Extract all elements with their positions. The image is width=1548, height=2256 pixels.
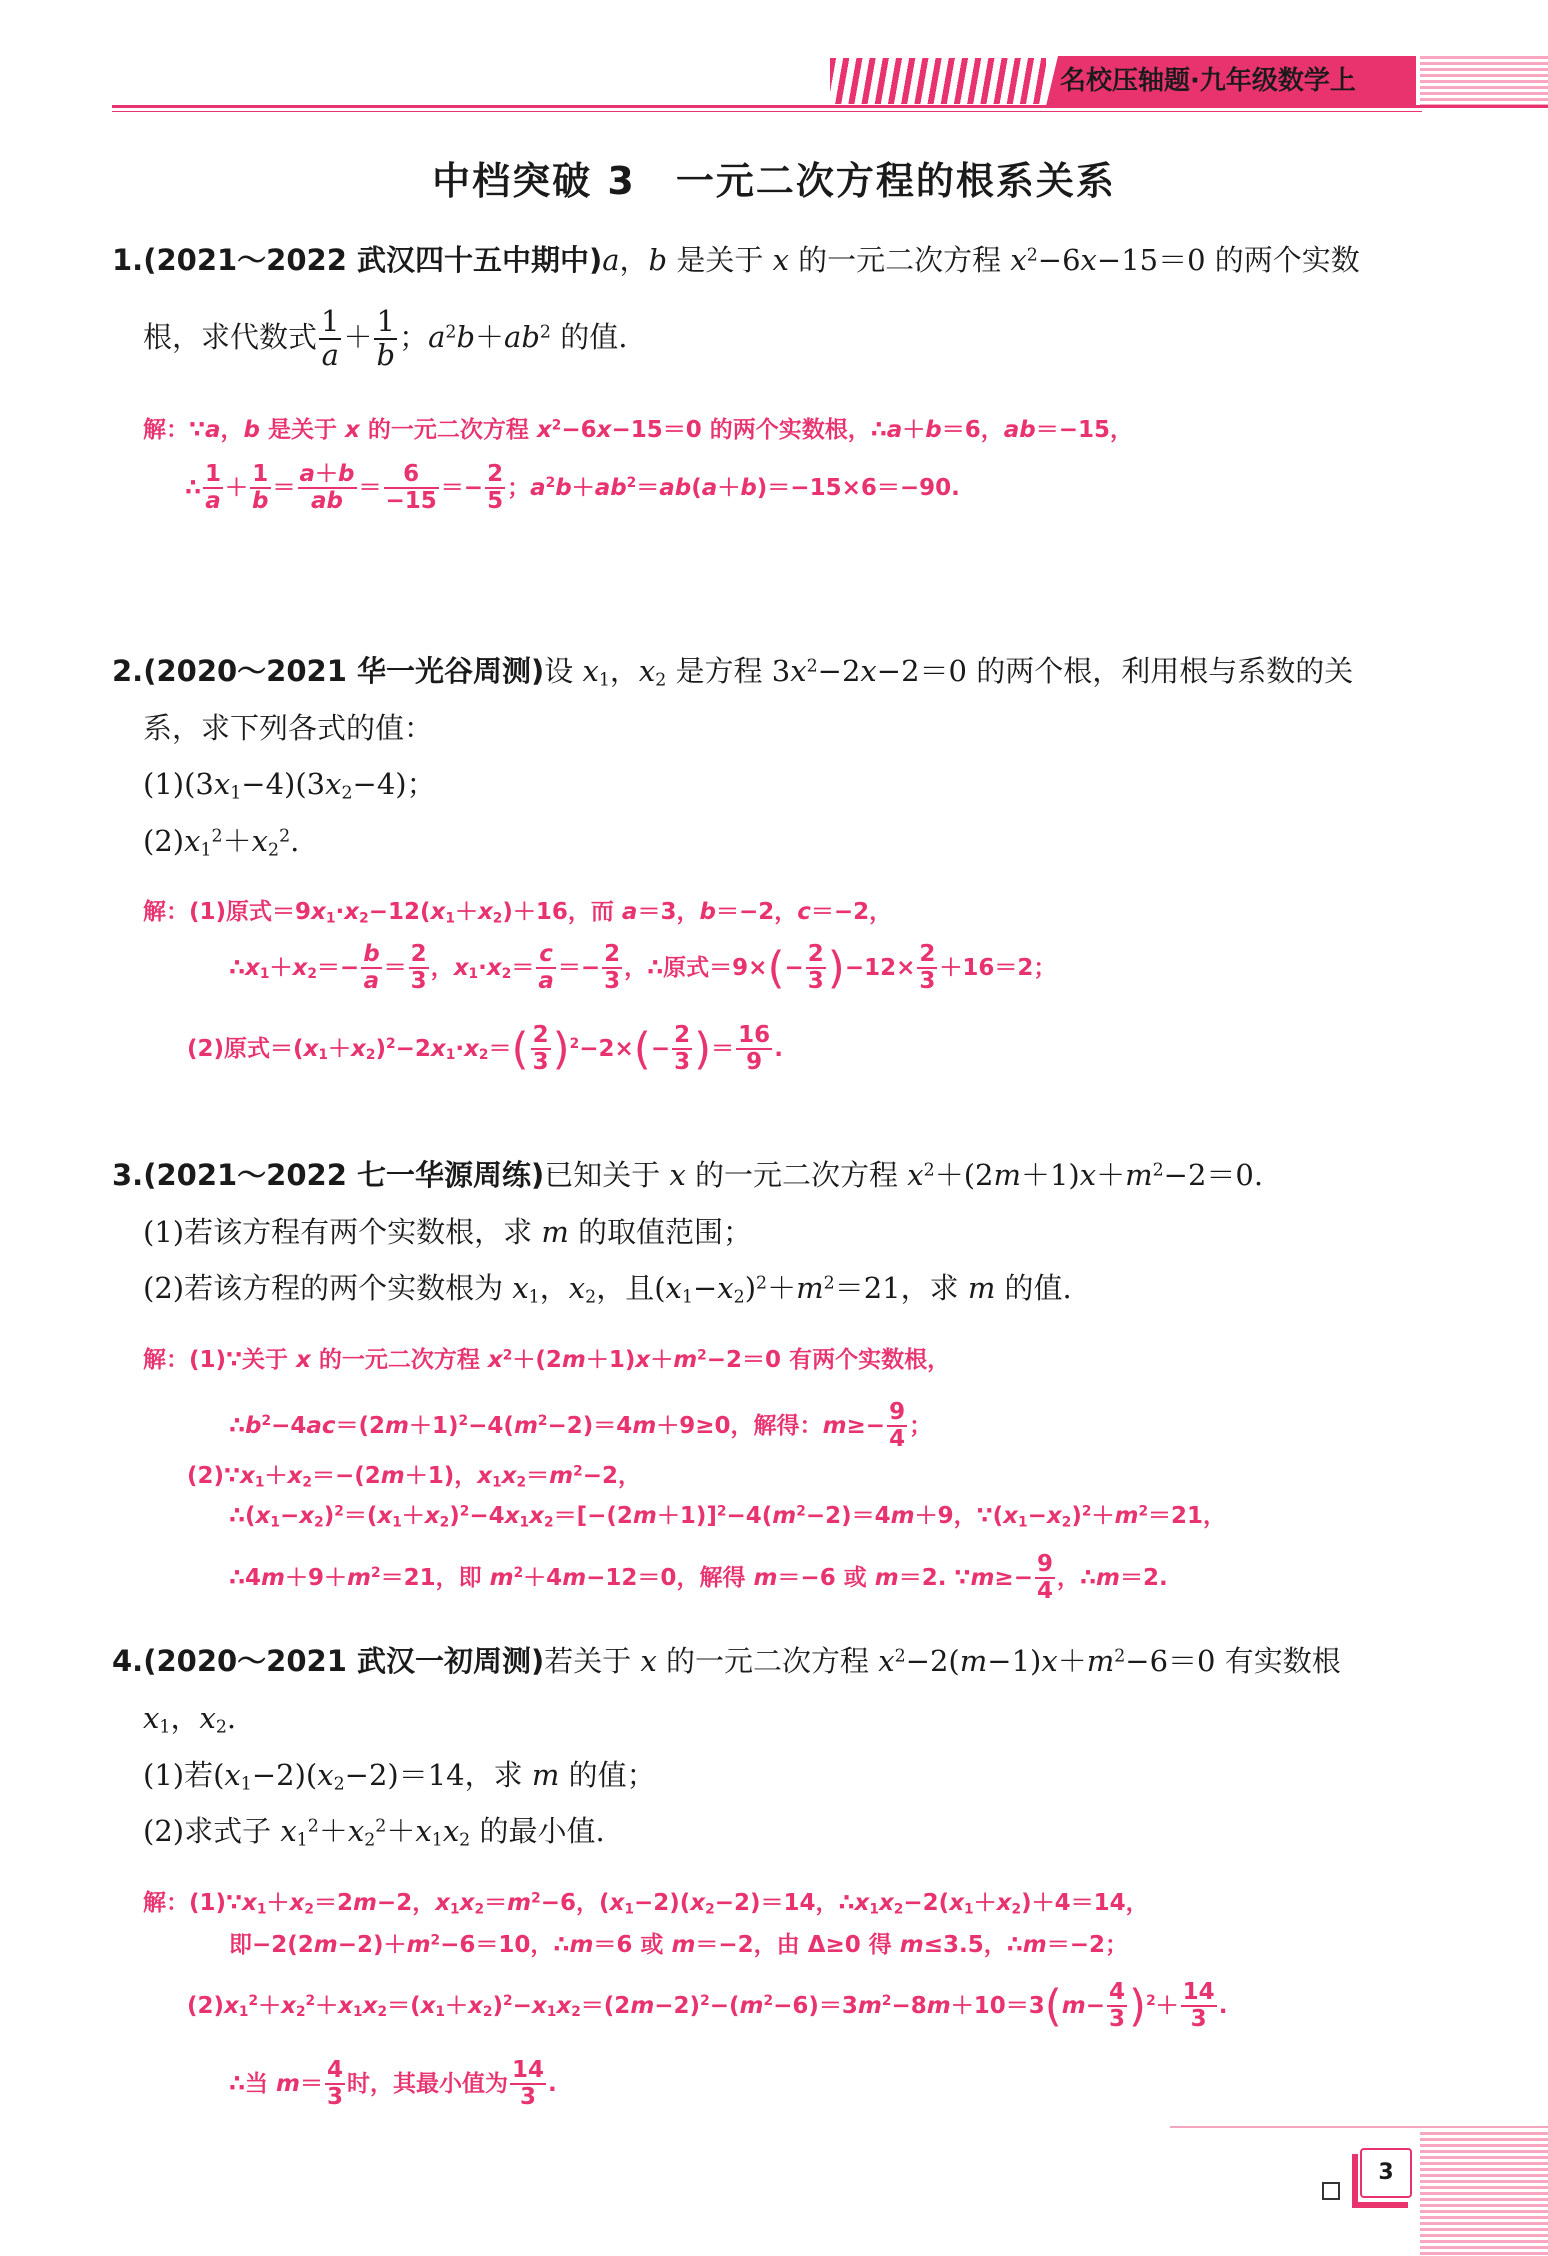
q1-solution-1: 解：∵a，b 是关于 x 的一元二次方程 $x^2-6x-15=0$ 的两个实数根，∴a＋b＝6，ab＝−15， (143, 417, 1134, 443)
q3-line-1: 3.(2021～2022 七一华源周练)已知关于 x 的一元二次方程 $x^2+(2m+1)x+m^2-2=0$. (112, 1158, 1264, 1192)
q3-solution-5: $\therefore 4m+9+m^2=21$，即 $m^2+4m-12=0$，解得 m＝−6 或 m＝2. ∵m≥− $\frac{9}{4}$ ，∴m＝2. (229, 1551, 1168, 1605)
book-title: 名校压轴题·九年级数学上 (1060, 66, 1356, 96)
page-square-mark (1322, 2182, 1340, 2200)
q3-part-2: (2)若该方程的两个实数根为 $x_1$，$x_2$，且$(x_1-x_2)^2+m^2=21$，求 m 的值. (143, 1271, 1072, 1308)
q1-solution-2: ∴ $\frac{1}{a}$ ＋ $\frac{1}{b}$ ＝ $\frac{a+b}{ab}$ ＝ $\frac{6}{-15}$ ＝− $\frac{2}{5}$ ；$a^2b+ab^2=ab(a+b)=-15\times 6=-90$. (185, 461, 960, 515)
q4-solution-1: 解：$(1)\because x_1+x_2=2m-2$，$x_1x_2=m^2-6$，$(x_1-2)(x_2-2)=14$，$\therefore x_1x_2-2(x_1+x_2)+4=14$， (143, 1890, 1149, 1918)
q2-solution-1: 解：(1)原式$=9x_1\cdot x_2-12(x_1+x_2)+16$，而 a＝3，b＝−2，c＝−2， (143, 899, 893, 927)
q3-part-1: (1)若该方程有两个实数根，求 m 的取值范围； (143, 1215, 753, 1249)
q2-solution-2: $\therefore x_1+x_2=-$ $\frac{b}{a}$ ＝ $\frac{2}{3}$ ，$x_1\cdot x_2=$ $\frac{c}{a}$ ＝− $\frac{2}{3}$ ，∴原式＝9×(− $\frac{2}{3}$ )−12× $\frac{2}{3}$ ＋16＝2； (229, 941, 1057, 995)
q1-line-1: 1.(2021～2022 武汉四十五中期中)a，b 是关于 x 的一元二次方程 $x^2-6x-15=0$ 的两个实数 (112, 243, 1360, 277)
page-title: 中档突破 3 一元二次方程的根系关系 (432, 159, 1116, 203)
q4-solution-3: $(2)x_1^2+x_2^2+x_1x_2=(x_1+x_2)^2-x_1x_2=(2m-2)^2-(m^2-6)=3m^2-8m+10=3(m-$ $\frac{4}{3}$ )$^2$＋ $\frac{14}{3}$ . (187, 1979, 1228, 2033)
q4-part-1: (1)若$(x_1-2)(x_2-2)=14$，求 m 的值； (143, 1758, 656, 1795)
q2-part-1: $(1)(3x_1-4)(3x_2-4)$； (143, 767, 436, 804)
q3-solution-3: $(2)\because x_1+x_2=-(2m+1)$，$x_1x_2=m^2-2$， (187, 1463, 641, 1491)
q3-solution-2: $\therefore b^2-4ac=(2m+1)^2-4(m^2-2)=4m+9\ge 0$，解得：m≥− $\frac{9}{4}$ ； (229, 1399, 933, 1453)
footer-rule (1170, 2126, 1548, 2128)
footer-pattern (1420, 2132, 1548, 2256)
q4-line-2: $x_1$，$x_2$. (143, 1701, 237, 1738)
q2-line-1: 2.(2020～2021 华一光谷周测)设 $x_1$，$x_2$ 是方程 $3x^2-2x-2=0$ 的两个根，利用根与系数的关 (112, 654, 1354, 691)
q1-line-2: 根，求代数式 $\frac{1}{a}$ ＋ $\frac{1}{b}$ ；$a^2b+ab^2$ 的值. (143, 304, 628, 372)
header-stripes (830, 58, 1046, 104)
q4-line-1: 4.(2020～2021 武汉一初周测)若关于 x 的一元二次方程 $x^2-2(m-1)x+m^2-6=0$ 有实数根 (112, 1644, 1341, 1678)
q2-line-2: 系，求下列各式的值： (143, 711, 434, 745)
q3-solution-4: $\therefore(x_1-x_2)^2=(x_1+x_2)^2-4x_1x_2=[-(2m+1)]^2-4(m^2-2)=4m+9$，$\because(x_1-x_2)^2+m^2=21$， (229, 1503, 1227, 1531)
header-side-pattern (1420, 56, 1548, 106)
q4-solution-4: ∴当 m＝ $\frac{4}{3}$ 时，其最小值为 $\frac{14}{3}$ . (229, 2057, 557, 2111)
header-rule (112, 105, 1548, 108)
q3-solution-1: 解：(1)∵关于 x 的一元二次方程 $x^2+(2m+1)x+m^2-2=0$ 有两个实数根， (143, 1347, 951, 1373)
q4-solution-2: 即$-2(2m-2)+m^2-6=10$，∴m＝6 或 m＝−2，由 Δ≥0 得 m≤3.5，∴m＝−2； (229, 1932, 1129, 1958)
q2-part-2: $(2)x_1^2+x_2^2$. (143, 824, 300, 861)
q4-part-2: (2)求式子 $x_1^2+x_2^2+x_1x_2$ 的最小值. (143, 1814, 605, 1851)
page-number: 3 (1360, 2148, 1412, 2198)
header-rule-thin (112, 111, 1422, 112)
q2-solution-3: (2)原式$=(x_1+x_2)^2-2x_1\cdot x_2=$( $\frac{2}{3}$ )$^2$−2×(− $\frac{2}{3}$ )＝ $\frac{16}{9}$ . (187, 1022, 783, 1076)
